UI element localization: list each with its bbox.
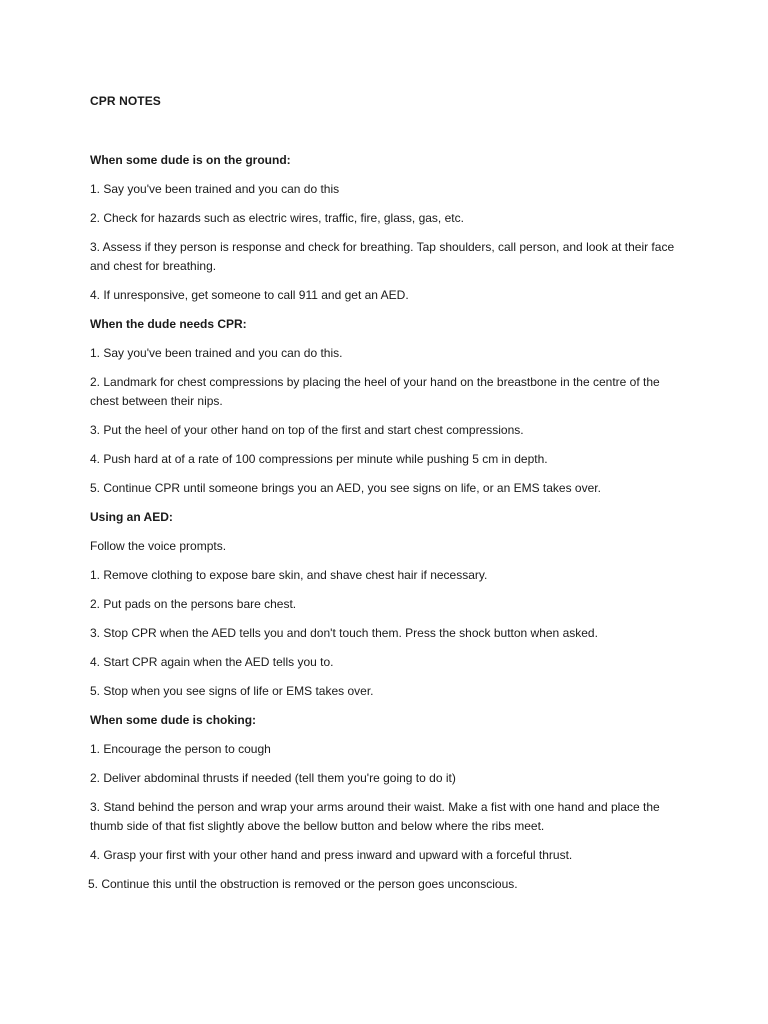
section-heading-using-aed: Using an AED: bbox=[90, 510, 173, 524]
paragraph: 2. Put pads on the persons bare chest. bbox=[90, 597, 297, 611]
paragraph: 3. Assess if they person is response and check for breathing. Tap shoulders, call person, and look at their face and chest for breathing. bbox=[90, 240, 675, 273]
section-heading-needs-cpr: When the dude needs CPR: bbox=[90, 317, 247, 331]
paragraph: 2. Check for hazards such as electric wires, traffic, fire, glass, gas, etc. bbox=[90, 211, 464, 225]
paragraph: 4. Push hard at of a rate of 100 compressions per minute while pushing 5 cm in depth. bbox=[90, 452, 548, 466]
paragraph: 1. Remove clothing to expose bare skin, and shave chest hair if necessary. bbox=[90, 568, 488, 582]
section-heading-on-ground: When some dude is on the ground: bbox=[90, 153, 291, 167]
paragraph: 3. Stand behind the person and wrap your arms around their waist. Make a fist with one hand and place the thumb side of that fist slightly above the bellow button and below where the ribs meet. bbox=[90, 800, 660, 833]
paragraph: 2. Landmark for chest compressions by placing the heel of your hand on the breastbone in the centre of the chest between their nips. bbox=[90, 375, 660, 408]
paragraph: 5. Continue this until the obstruction is removed or the person goes unconscious. bbox=[88, 877, 518, 891]
document-body bbox=[90, 151, 690, 904]
paragraph: 4. If unresponsive, get someone to call 911 and get an AED. bbox=[90, 288, 409, 302]
paragraph: 1. Encourage the person to cough bbox=[90, 742, 271, 756]
paragraph: 2. Deliver abdominal thrusts if needed (tell them you're going to do it) bbox=[90, 771, 456, 785]
paragraph: 4. Grasp your first with your other hand and press inward and upward with a forceful thrust. bbox=[90, 848, 573, 862]
paragraph: 4. Start CPR again when the AED tells you to. bbox=[90, 655, 334, 669]
paragraph: 3. Put the heel of your other hand on top of the first and start chest compressions. bbox=[90, 423, 524, 437]
paragraph: 5. Stop when you see signs of life or EMS takes over. bbox=[90, 684, 374, 698]
paragraph: 1. Say you've been trained and you can do this bbox=[90, 182, 340, 196]
section-heading-choking: When some dude is choking: bbox=[90, 713, 257, 727]
paragraph: 5. Continue CPR until someone brings you an AED, you see signs on life, or an EMS takes over. bbox=[90, 481, 601, 495]
document-title: CPR NOTES bbox=[90, 94, 161, 108]
paragraph: 3. Stop CPR when the AED tells you and don't touch them. Press the shock button when asked. bbox=[90, 626, 598, 640]
paragraph: 1. Say you've been trained and you can do this. bbox=[90, 346, 343, 360]
paragraph: Follow the voice prompts. bbox=[90, 539, 227, 553]
